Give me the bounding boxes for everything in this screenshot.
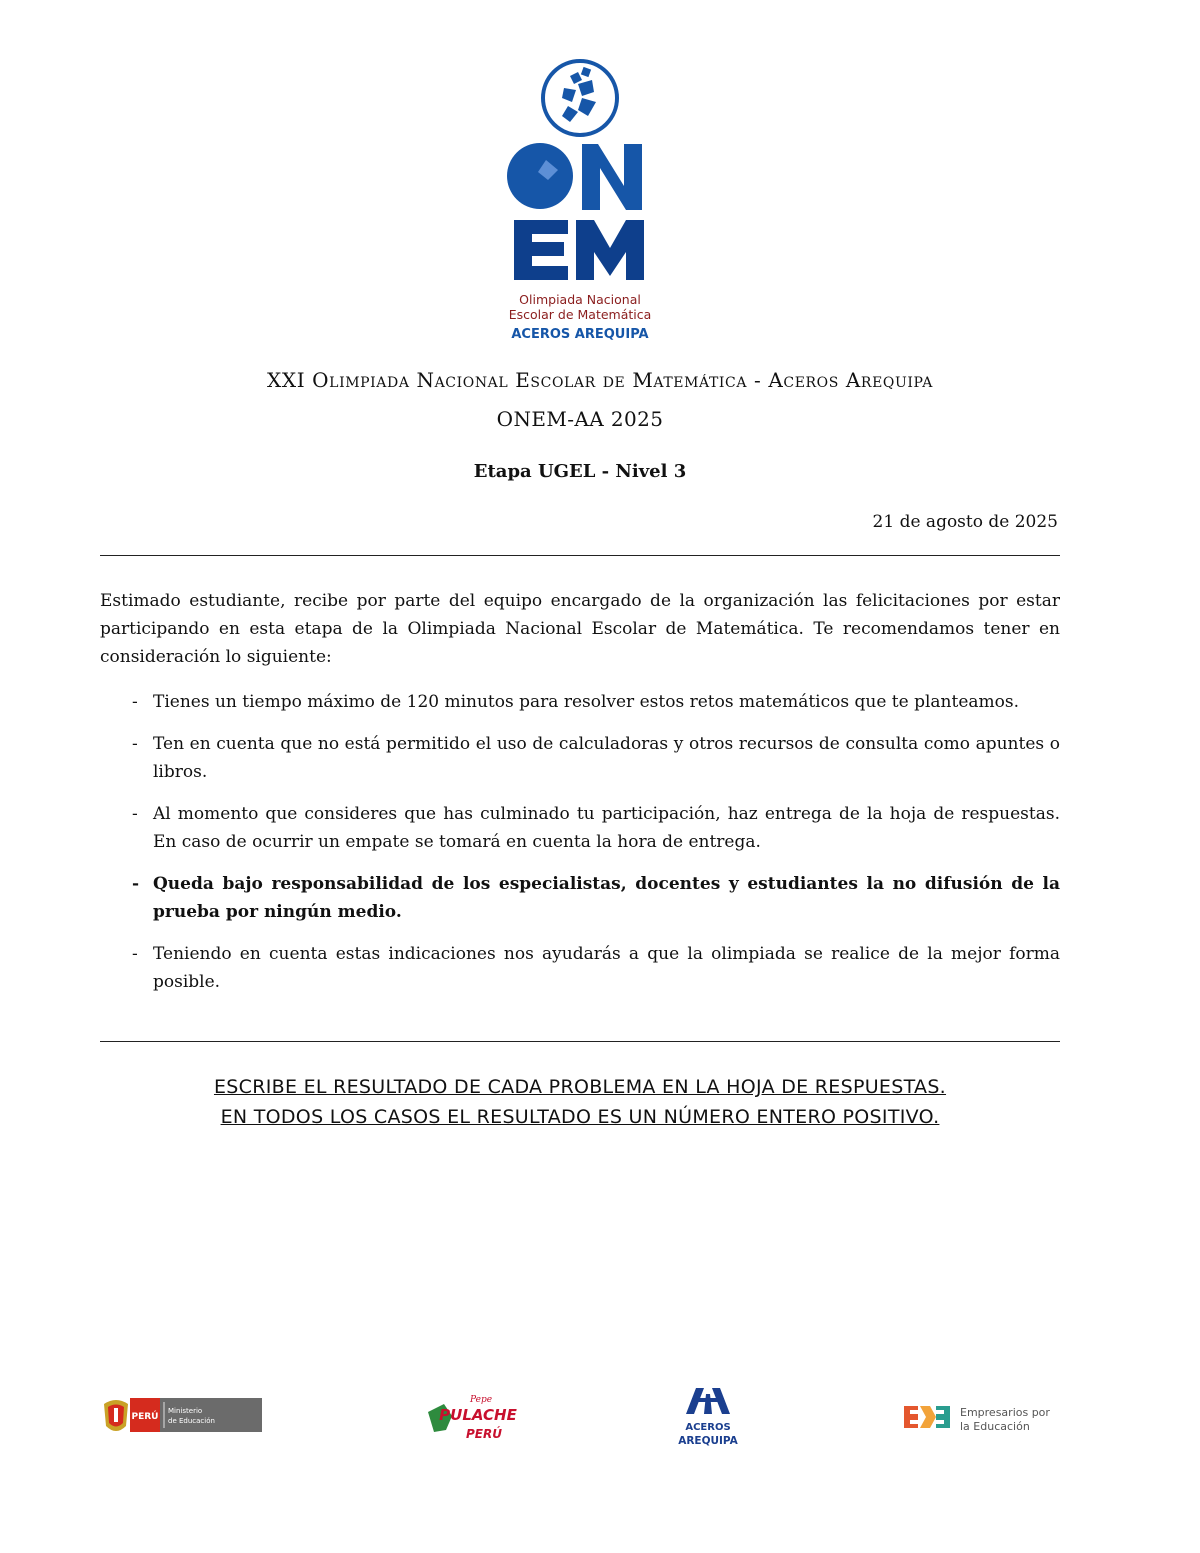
stage-title: Etapa UGEL - Nivel 3 (473, 461, 687, 482)
bullet-dash: - (132, 692, 138, 712)
olympiad-subtitle: ONEM-AA 2025 (496, 407, 664, 431)
pulache-line1: Pepe (470, 1395, 493, 1405)
list-item (100, 730, 1060, 786)
recommendations-list (100, 688, 1060, 1010)
logo-sponsor: ACEROS AREQUIPA (511, 327, 649, 342)
aceros-line2: AREQUIPA (678, 1435, 738, 1447)
list-item-text: Teniendo en cuenta estas indicaciones nos ayudarás a que la olimpiada se realice de la mejor forma posible. (153, 944, 1060, 992)
empresarios-educacion-logo (902, 1400, 1064, 1436)
list-item-text: Tienes un tiempo máximo de 120 minutos para resolver estos retos matemáticos que te planteamos. (153, 692, 1020, 712)
bullet-dash: - (132, 804, 138, 824)
bullet-dash: - (132, 734, 138, 754)
instruction-line-2: EN TODOS LOS CASOS EL RESULTADO ES UN NÚMERO ENTERO POSITIVO. (220, 1106, 940, 1128)
logo-line1: Olimpiada Nacional (519, 292, 641, 307)
list-item (100, 940, 1060, 996)
aceros-line1: ACEROS (685, 1422, 731, 1433)
bullet-dash: - (132, 944, 138, 964)
list-item (100, 870, 1060, 926)
minedu-line1: Ministerio (168, 1407, 203, 1415)
pulache-line3: PERÚ (466, 1427, 502, 1441)
minedu-peru: PERÚ (131, 1412, 159, 1422)
onem-logo (498, 58, 662, 348)
list-item-text: Ten en cuenta que no está permitido el uso de calculadoras y otros recursos de consulta como apuntes o libros. (153, 734, 1060, 782)
intro-paragraph: Estimado estudiante, recibe por parte del equipo encargado de la organización las felicitaciones por estar participando en esta etapa de la Olimpiada Nacional Escolar de Matemática. Te recomendamos tener en consideración lo siguiente: (100, 591, 1060, 667)
bullet-dash: - (132, 874, 140, 894)
aceros-arequipa-logo (666, 1384, 750, 1450)
list-item-text: Queda bajo responsabilidad de los especialistas, docentes y estudiantes la no difusión de la prueba por ningún medio. (153, 874, 1060, 922)
minedu-line2: de Educación (168, 1417, 215, 1425)
pulache-logo (422, 1390, 518, 1446)
exam-date: 21 de agosto de 2025 (872, 512, 1058, 532)
epe-line2: la Educación (960, 1420, 1030, 1433)
divider-bottom (100, 1041, 1060, 1042)
pulache-line2: PULACHE (439, 1406, 517, 1424)
epe-line1: Empresarios por (960, 1406, 1050, 1419)
divider-top (100, 555, 1060, 556)
list-item-text: Al momento que consideres que has culminado tu participación, haz entrega de la hoja de respuestas. En caso de ocurrir un empate se tomará en cuenta la hora de entrega. (153, 804, 1060, 852)
olympiad-title: XXI Olimpiada Nacional Escolar de Matemática - Aceros Arequipa (267, 368, 933, 392)
minedu-logo (98, 1392, 264, 1440)
list-item (100, 688, 1060, 716)
athlete-icon (562, 67, 596, 122)
logo-line2: Escolar de Matemática (508, 307, 652, 322)
epe-mark-icon (904, 1406, 950, 1428)
aceros-mark-icon (686, 1388, 730, 1414)
answer-instructions (0, 1072, 1160, 1132)
list-item (100, 800, 1060, 856)
instruction-line-1: ESCRIBE EL RESULTADO DE CADA PROBLEMA EN LA HOJA DE RESPUESTAS. (213, 1076, 947, 1098)
peru-shield-icon (104, 1400, 128, 1431)
